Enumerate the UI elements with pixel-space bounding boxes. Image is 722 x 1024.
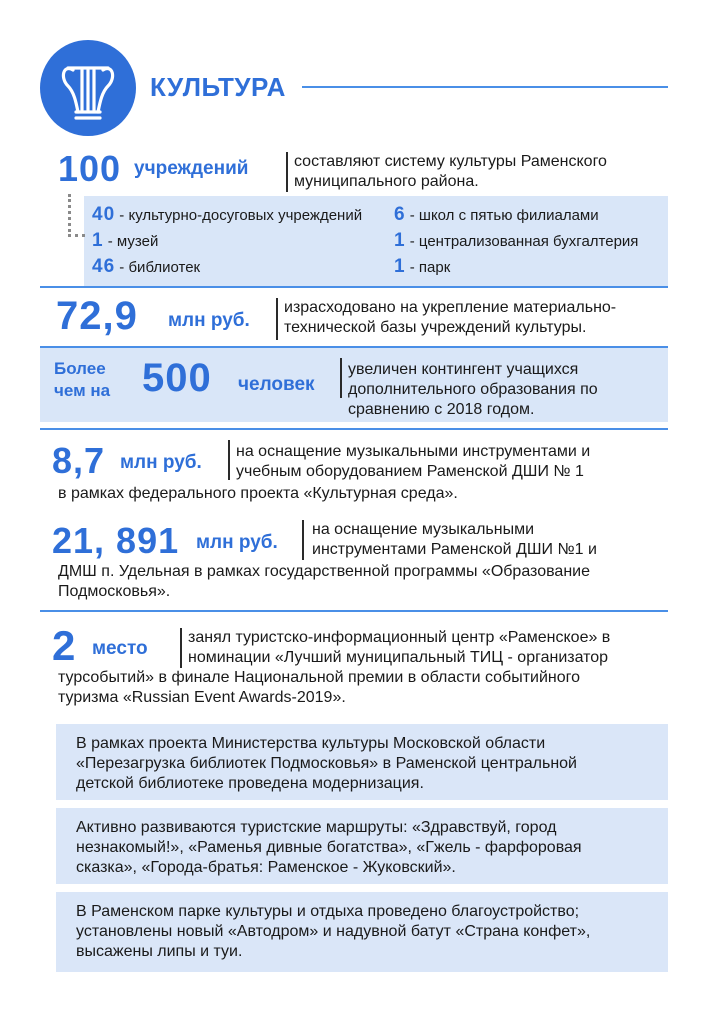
- divider: [228, 440, 230, 480]
- spending-number: 72,9: [56, 294, 138, 338]
- title-rule: [302, 86, 668, 88]
- equipment2-unit: млн руб.: [196, 532, 278, 553]
- list-item: 1 - музей: [92, 230, 159, 251]
- students-prefix: Более чем на: [54, 359, 111, 400]
- equipment1-description: на оснащение музыкальными инструментами и учебным оборудованием Раменской ДШИ № 1: [236, 443, 591, 480]
- page-title: КУЛЬТУРА: [150, 72, 286, 102]
- divider: [302, 520, 304, 560]
- equipment2-number: 21, 891: [52, 520, 180, 561]
- equipment1-unit: млн руб.: [120, 452, 202, 473]
- breakdown-left-column: [92, 202, 362, 280]
- divider: [340, 358, 342, 398]
- culture-logo-circle: [40, 40, 136, 136]
- note-box-tourism: Активно развиваются туристские маршруты: «Здравствуй, город незнакомый!», «Раменья дивные богатства», «Гжель - фарфоровая сказка», «Города-братья: Раменское - Жуковский».: [56, 808, 668, 884]
- list-item: 1 - парк: [394, 256, 451, 277]
- place-unit: место: [92, 638, 148, 659]
- institutions-description: составляют систему культуры Раменского муниципального района.: [294, 153, 607, 190]
- section-rule: [40, 610, 668, 612]
- divider: [286, 152, 288, 192]
- equipment1-description-cont: в рамках федерального проекта «Культурная среда».: [58, 485, 458, 502]
- divider: [276, 298, 278, 340]
- place-description-cont: турсобытий» в финале Национальной премии в области событийного туризма «Russian Event Awards-2019».: [58, 669, 581, 706]
- spending-description: израсходовано на укрепление материально- технической базы учреждений культуры.: [284, 299, 617, 336]
- place-number: 2: [52, 622, 77, 669]
- breakdown-right-column: [394, 202, 638, 280]
- note-box-libraries: В рамках проекта Министерства культуры Московской области «Перезагрузка библиотек Подмосковья» в Раменской центральной детской библиотеке проведена модернизация.: [56, 724, 668, 800]
- divider: [180, 628, 182, 668]
- institutions-number: 100: [58, 148, 122, 189]
- list-item: 40 - культурно-досуговых учреждений: [92, 204, 363, 225]
- institutions-unit: учреждений: [134, 158, 249, 179]
- lyre-icon: [40, 40, 136, 136]
- section-rule: [40, 428, 668, 430]
- list-item: 46 - библиотек: [92, 256, 201, 277]
- dotted-connector: [68, 194, 85, 237]
- note-box-park: В Раменском парке культуры и отдыха проведено благоустройство; установлены новый «Автодром» и надувной батут «Страна конфет», высажены липы и туи.: [56, 892, 668, 972]
- equipment2-description-cont: ДМШ п. Удельная в рамках государственной программы «Образование Подмосковья».: [58, 563, 590, 600]
- students-description: увеличен контингент учащихся дополнительного образования по сравнению с 2018 годом.: [348, 361, 598, 418]
- equipment1-number: 8,7: [52, 440, 106, 481]
- list-item: 6 - школ с пятью филиалами: [394, 204, 599, 225]
- students-unit: человек: [238, 374, 315, 395]
- spending-unit: млн руб.: [168, 310, 250, 331]
- list-item: 1 - централизованная бухгалтерия: [394, 230, 639, 251]
- equipment2-description: на оснащение музыкальными инструментами Раменской ДШИ №1 и: [312, 521, 597, 558]
- students-number: 500: [142, 356, 212, 400]
- section-rule: [40, 286, 668, 288]
- place-description: занял туристско-информационный центр «Раменское» в номинации «Лучший муниципальный ТИЦ - организатор: [188, 629, 611, 666]
- section-rule: [40, 346, 668, 348]
